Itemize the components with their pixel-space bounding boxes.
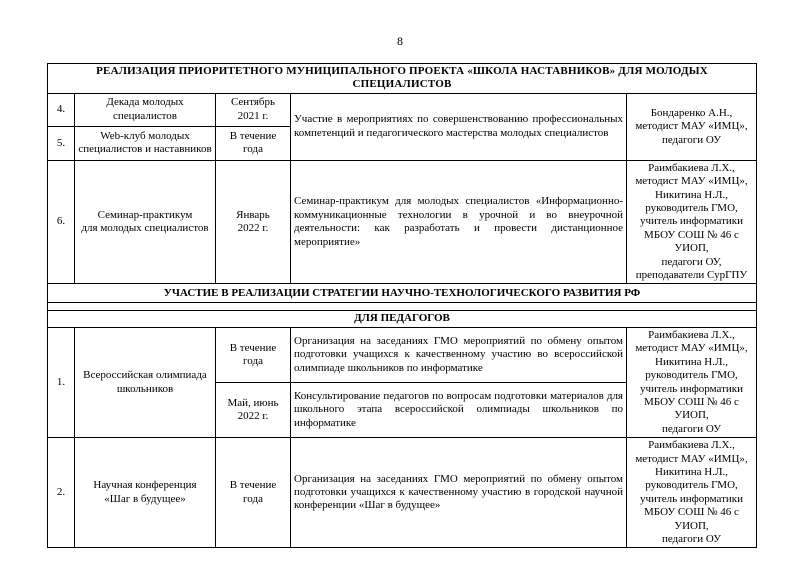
description-cell: Организация на заседаниях ГМО мероприятий по обмену опытом подготовки учащихся к качественному участию во всероссийской олимпиаде школьников по информатике: [291, 327, 627, 382]
responsible-cell: Раимбакиева Л.Х., методист МАУ «ИМЦ», Никитина Н.Л., руководитель ГМО, учитель информатики МБОУ СОШ № 46 с УИОП, педагоги ОУ: [627, 438, 757, 548]
section-title-mentors-project: РЕАЛИЗАЦИЯ ПРИОРИТЕТНОГО МУНИЦИПАЛЬНОГО ПРОЕКТА «ШКОЛА НАСТАВНИКОВ» ДЛЯ МОЛОДЫХ СПЕЦИАЛИСТОВ: [48, 64, 757, 94]
section-header-row-mentors: [48, 64, 757, 94]
responsible-cell: Раимбакиева Л.Х., методист МАУ «ИМЦ», Никитина Н.Л., руководитель ГМО, учитель информатики МБОУ СОШ № 46 с УИОП, педагоги ОУ: [627, 327, 757, 437]
date-cell: В течение года: [216, 438, 291, 548]
row-number-cell: 5.: [48, 126, 75, 160]
section-title-for-teachers: ДЛЯ ПЕДАГОГОВ: [48, 311, 757, 327]
row-number-cell: 1.: [48, 327, 75, 437]
activity-name-cell: Научная конференция «Шаг в будущее»: [75, 438, 216, 548]
row-number-cell: 4.: [48, 93, 75, 126]
spacer-cell: [48, 303, 757, 311]
activity-name-cell: Семинар-практикум для молодых специалистов: [75, 160, 216, 284]
activity-name-cell: Web-клуб молодых специалистов и наставников: [75, 126, 216, 160]
activity-name-cell: Всероссийская олимпиада школьников: [75, 327, 216, 437]
activities-table: [47, 63, 757, 548]
table-row-4: [48, 93, 757, 126]
table-row-2: [48, 438, 757, 548]
date-cell: В течение года: [216, 126, 291, 160]
section-header-row-teachers: [48, 311, 757, 327]
date-cell: Сентябрь 2021 г.: [216, 93, 291, 126]
description-cell: Организация на заседаниях ГМО мероприятий по обмену опытом подготовки учащихся к качественному участию в городской научной конференции «Шаг в будущее»: [291, 438, 627, 548]
description-cell: Консультирование педагогов по вопросам подготовки материалов для школьного этапа всероссийской олимпиады школьников по информатике: [291, 383, 627, 438]
row-number-cell: 2.: [48, 438, 75, 548]
responsible-cell: Бондаренко А.Н., методист МАУ «ИМЦ», педагоги ОУ: [627, 93, 757, 160]
section-title-strategy: УЧАСТИЕ В РЕАЛИЗАЦИИ СТРАТЕГИИ НАУЧНО-ТЕХНОЛОГИЧЕСКОГО РАЗВИТИЯ РФ: [48, 284, 757, 303]
date-cell: В течение года: [216, 327, 291, 382]
page-number: 8: [397, 34, 403, 48]
responsible-cell: Раимбакиева Л.Х., методист МАУ «ИМЦ», Никитина Н.Л., руководитель ГМО, учитель информатики МБОУ СОШ № 46 с УИОП, педагоги ОУ, преподаватели СурГПУ: [627, 160, 757, 284]
table-row-6: [48, 160, 757, 284]
date-cell: Май, июнь 2022 г.: [216, 383, 291, 438]
date-cell: Январь 2022 г.: [216, 160, 291, 284]
spacer-row: [48, 303, 757, 311]
section-header-row-strategy: [48, 284, 757, 303]
description-cell: Семинар-практикум для молодых специалистов «Информационно-коммуникационные технологии в урочной и во внеурочной деятельности: как разработать и провести дистанционное мероприятие»: [291, 160, 627, 284]
activity-name-cell: Декада молодых специалистов: [75, 93, 216, 126]
row-number-cell: 6.: [48, 160, 75, 284]
description-cell: Участие в мероприятиях по совершенствованию профессиональных компетенций и педагогического мастерства молодых специалистов: [291, 93, 627, 160]
table-row-1a: [48, 327, 757, 382]
